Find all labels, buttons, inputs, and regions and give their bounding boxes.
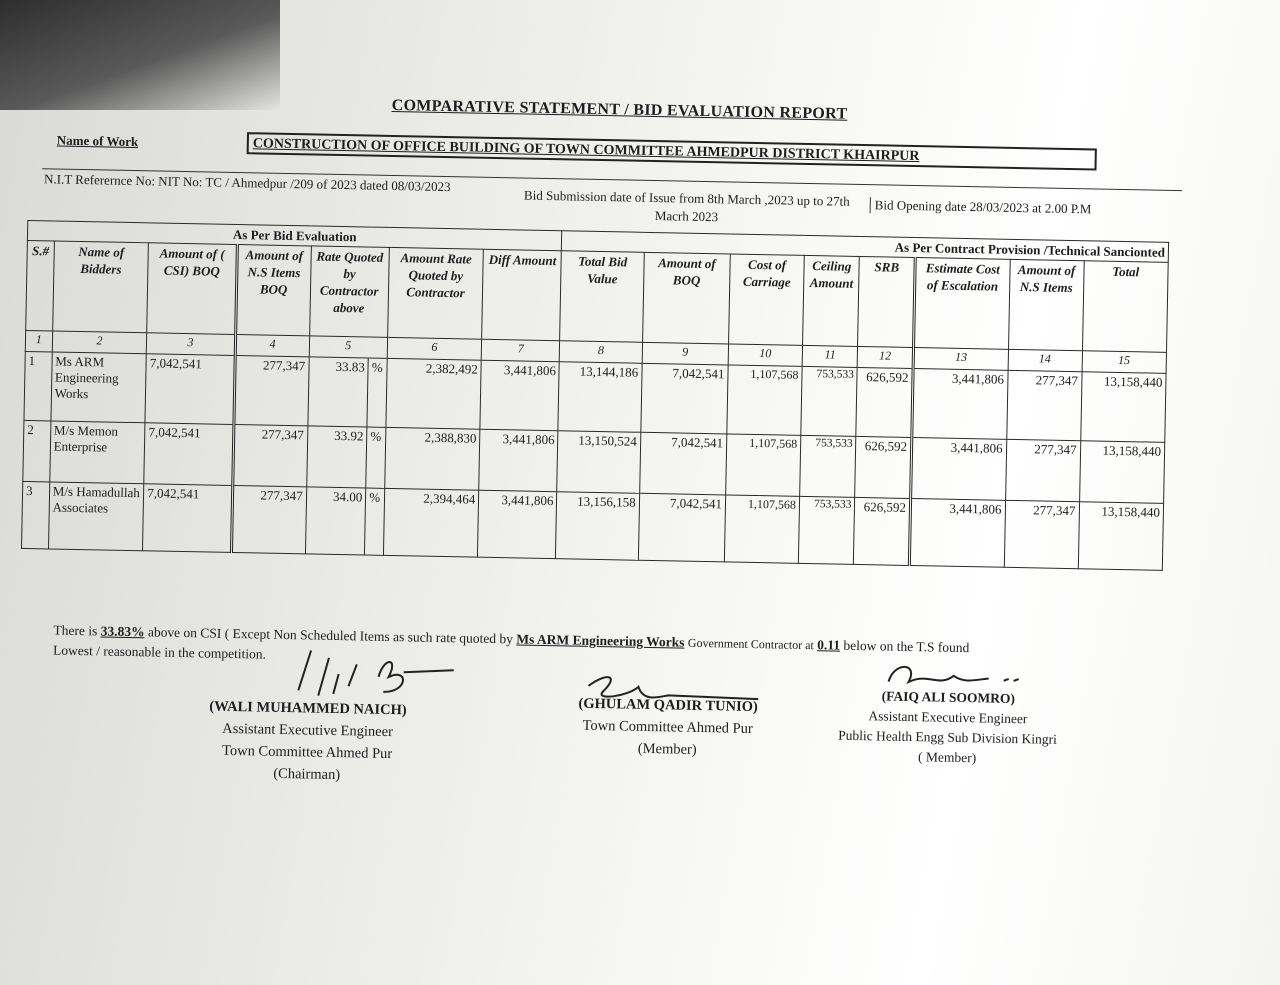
cell-rate: 34.00 <box>305 487 366 555</box>
name-of-work-label: Name of Work <box>56 132 139 150</box>
col-escalation: Estimate Cost of Escalation <box>914 258 1010 350</box>
cell-srb: 626,592 <box>856 367 913 437</box>
summary-text: Lowest / reasonable in the competition. <box>52 642 267 662</box>
cell-amount-boq: 7,042,541 <box>639 432 726 495</box>
index-cell: 10 <box>728 344 802 366</box>
cell-total-bid: 13,156,158 <box>556 492 639 561</box>
cell-name: Ms ARM Engineering Works <box>51 352 147 423</box>
col-sn: S.# <box>26 240 54 330</box>
cell-csi-boq: 7,042,541 <box>143 484 233 553</box>
cell-ns-amount: 277,347 <box>1004 500 1079 568</box>
cell-carriage: 1,107,568 <box>724 495 799 563</box>
col-csi-boq: Amount of ( CSI) BOQ <box>147 243 237 335</box>
bid-submission: Bid Submission date of Issue from 8th March ,2023 up to 27th Macrh 2023 <box>523 187 850 225</box>
signatory-chairman <box>187 695 429 788</box>
cell-pct: % <box>365 488 385 555</box>
cell-total: 13,158,440 <box>1079 441 1165 504</box>
cell-amount-rate: 2,388,830 <box>384 427 480 490</box>
cell-amount-boq: 7,042,541 <box>638 493 726 562</box>
document <box>16 80 1210 843</box>
cell-ceiling: 753,533 <box>801 366 858 436</box>
group-contract-provision: As Per Contract Provision /Technical Sancionted <box>562 231 1169 263</box>
cell-name: M/s Hamadullah Associates <box>48 482 144 551</box>
cell-carriage: 1,107,568 <box>726 434 801 496</box>
index-cell: 3 <box>147 333 236 356</box>
signatory-line: Assistant Executive Engineer <box>868 708 1028 727</box>
cell-diff: 3,441,806 <box>479 429 558 491</box>
signatory-line: ( Member) <box>917 749 977 766</box>
cell-escalation: 3,441,806 <box>911 437 1007 500</box>
index-cell: 13 <box>913 348 1008 371</box>
cell-sn: 2 <box>23 420 51 482</box>
summary-text: below on the T.S found <box>843 637 970 656</box>
index-cell: 11 <box>802 345 858 367</box>
index-cell: 7 <box>482 339 561 361</box>
signatory-line: (Member) <box>637 740 697 758</box>
cell-ns-items: 277,347 <box>232 424 307 486</box>
summary-firm: Ms ARM Engineering Works <box>516 631 685 650</box>
cell-pct: % <box>367 358 387 427</box>
col-rate: Rate Quoted by Contractor above <box>309 246 389 337</box>
signatory-member-1 <box>552 692 783 762</box>
bid-opening: Bid Opening date 28/03/2023 at 2.00 P.M <box>870 197 1185 219</box>
index-cell: 1 <box>25 330 52 352</box>
col-ceiling: Ceiling Amount <box>803 255 860 346</box>
signatory-member-2 <box>817 685 1078 770</box>
nit-reference: N.I.T Referernce No: NIT No: TC / Ahmedpur /209 of 2023 dated 08/03/2023 <box>43 171 451 195</box>
cell-escalation: 3,441,806 <box>909 498 1005 567</box>
cell-srb: 626,592 <box>854 497 911 565</box>
cell-ceiling: 753,533 <box>798 496 855 564</box>
cell-escalation: 3,441,806 <box>912 369 1008 440</box>
cell-total-bid: 13,144,186 <box>558 362 642 433</box>
cell-diff: 3,441,806 <box>478 490 557 558</box>
cell-sn: 3 <box>22 481 50 549</box>
index-cell: 14 <box>1008 349 1082 371</box>
col-amount-boq: Amount of BOQ <box>642 252 730 344</box>
index-cell: 9 <box>642 342 729 365</box>
cell-name: M/s Memon Enterprise <box>50 421 146 484</box>
col-carriage: Cost of Carriage <box>729 254 805 345</box>
signatory-line: Town Committee Ahmed Pur <box>582 717 753 737</box>
cell-amount-rate: 2,382,492 <box>386 358 482 429</box>
cell-total: 13,158,440 <box>1080 372 1166 443</box>
evaluation-table <box>21 220 1169 571</box>
cell-rate: 33.92 <box>306 426 367 488</box>
col-ns-items: Amount of N.S Items BOQ <box>235 245 311 336</box>
cell-amount-rate: 2,394,464 <box>383 488 479 557</box>
cell-diff: 3,441,806 <box>480 360 559 430</box>
col-ns-amount: Amount of N.S Items <box>1008 259 1084 350</box>
index-cell: 4 <box>235 334 309 356</box>
cell-csi-boq: 7,042,541 <box>145 354 235 425</box>
summary-text: There is <box>53 622 98 639</box>
signatory-line: Town Committee Ahmed Pur <box>221 742 393 763</box>
cell-ns-items: 277,347 <box>234 355 309 425</box>
signatory-name: (FAIQ ALI SOOMRO) <box>881 688 1016 707</box>
cell-ceiling: 753,533 <box>800 435 857 497</box>
cell-total: 13,158,440 <box>1078 502 1164 571</box>
index-cell: 6 <box>387 337 482 360</box>
index-cell: 8 <box>560 341 643 364</box>
cell-csi-boq: 7,042,541 <box>144 423 234 486</box>
signatory-name: (GHULAM QADIR TUNIO) <box>578 695 758 716</box>
index-cell: 15 <box>1082 351 1167 374</box>
group-bid-evaluation: As Per Bid Evaluation <box>27 220 562 250</box>
signatory-line: (Chairman) <box>273 765 341 784</box>
col-amount-rate: Amount Rate Quoted by Contractor <box>387 247 483 339</box>
cell-ns-items: 277,347 <box>231 485 306 553</box>
signatory-name: (WALI MUHAMMED NAICH) <box>209 698 407 719</box>
col-total-bid: Total Bid Value <box>560 251 644 343</box>
index-cell: 5 <box>309 336 387 358</box>
cell-ns-amount: 277,347 <box>1006 370 1081 440</box>
signatory-line: Assistant Executive Engineer <box>222 720 394 741</box>
summary-text: above on CSI ( Except Non Scheduled Items as such rate quoted by <box>147 624 514 647</box>
col-total: Total <box>1082 261 1168 353</box>
cell-rate: 33.83 <box>308 357 369 427</box>
signatory-line: Public Health Engg Sub Division Kingri <box>838 727 1057 747</box>
summary-text: Government Contractor at <box>687 635 814 653</box>
summary-below: 0.11 <box>817 637 841 653</box>
cell-sn: 1 <box>24 351 52 421</box>
col-name: Name of Bidders <box>52 241 148 333</box>
work-title: CONSTRUCTION OF OFFICE BUILDING OF TOWN COMMITTEE AHMEDPUR DISTRICT KHAIRPUR <box>247 132 1097 170</box>
cell-carriage: 1,107,568 <box>727 365 802 435</box>
report-title: COMPARATIVE STATEMENT / BID EVALUATION REPORT <box>391 96 848 123</box>
col-srb: SRB <box>858 256 915 347</box>
cell-total-bid: 13,150,524 <box>557 431 640 494</box>
col-diff: Diff Amount <box>482 249 562 340</box>
index-cell: 2 <box>52 331 147 354</box>
index-cell: 12 <box>858 346 914 368</box>
cell-ns-amount: 277,347 <box>1005 439 1080 501</box>
cell-pct: % <box>366 427 386 488</box>
summary-percent: 33.83% <box>100 623 145 640</box>
cell-amount-boq: 7,042,541 <box>641 363 729 434</box>
cell-srb: 626,592 <box>855 436 912 498</box>
